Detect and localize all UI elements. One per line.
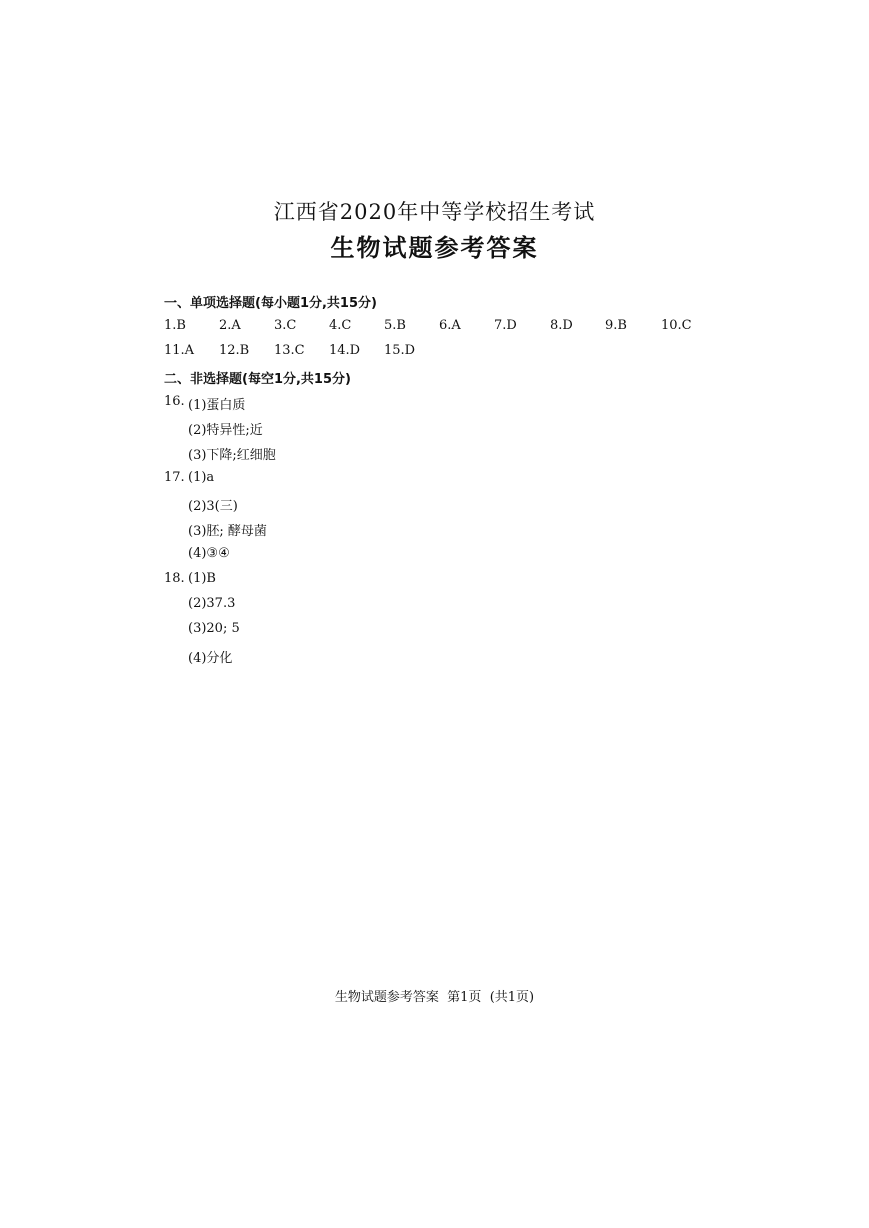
question-18-part-2: (2)37.3: [188, 596, 236, 611]
mc-answer: 3.C: [274, 318, 297, 333]
question-18-part-3: (3)20; 5: [188, 621, 240, 636]
mc-answer: 7.D: [494, 318, 517, 333]
question-18-number: 18.: [164, 571, 185, 586]
mc-answer: 1.B: [164, 318, 186, 333]
mc-answer: 4.C: [329, 318, 352, 333]
question-17-number: 17.: [164, 470, 185, 485]
section1-heading: 一、单项选择题(每小题1分,共15分): [164, 296, 377, 311]
page-footer: 生物试题参考答案 第1页 (共1页): [334, 990, 535, 1005]
question-16-part-3: (3)下降;红细胞: [188, 448, 276, 463]
mc-answer: 14.D: [329, 343, 361, 358]
mc-answer: 12.B: [219, 343, 250, 358]
question-18-part-1: (1)B: [188, 571, 216, 586]
mc-answer: 11.A: [164, 343, 195, 358]
mc-answer: 8.D: [550, 318, 573, 333]
question-16-part-1: (1)蛋白质: [188, 398, 246, 413]
question-18-part-4: (4)分化: [188, 651, 233, 666]
question-17-part-1: (1)a: [188, 470, 215, 485]
question-16-part-2: (2)特异性;近: [188, 423, 263, 438]
mc-answer: 10.C: [661, 318, 692, 333]
question-17-part-2: (2)3(三): [188, 499, 238, 514]
mc-answer: 13.C: [274, 343, 305, 358]
question-17-part-3: (3)胚; 酵母菌: [188, 524, 267, 539]
exam-title: 江西省2020年中等学校招生考试: [273, 200, 596, 224]
section2-heading: 二、非选择题(每空1分,共15分): [164, 372, 351, 387]
mc-answer: 2.A: [219, 318, 241, 333]
mc-answer: 5.B: [384, 318, 406, 333]
mc-answer: 15.D: [384, 343, 416, 358]
answer-key-title: 生物试题参考答案: [330, 234, 539, 262]
question-17-part-4: (4)③④: [188, 546, 230, 561]
mc-answer: 6.A: [439, 318, 461, 333]
question-16-number: 16.: [164, 394, 185, 409]
mc-answer: 9.B: [605, 318, 627, 333]
